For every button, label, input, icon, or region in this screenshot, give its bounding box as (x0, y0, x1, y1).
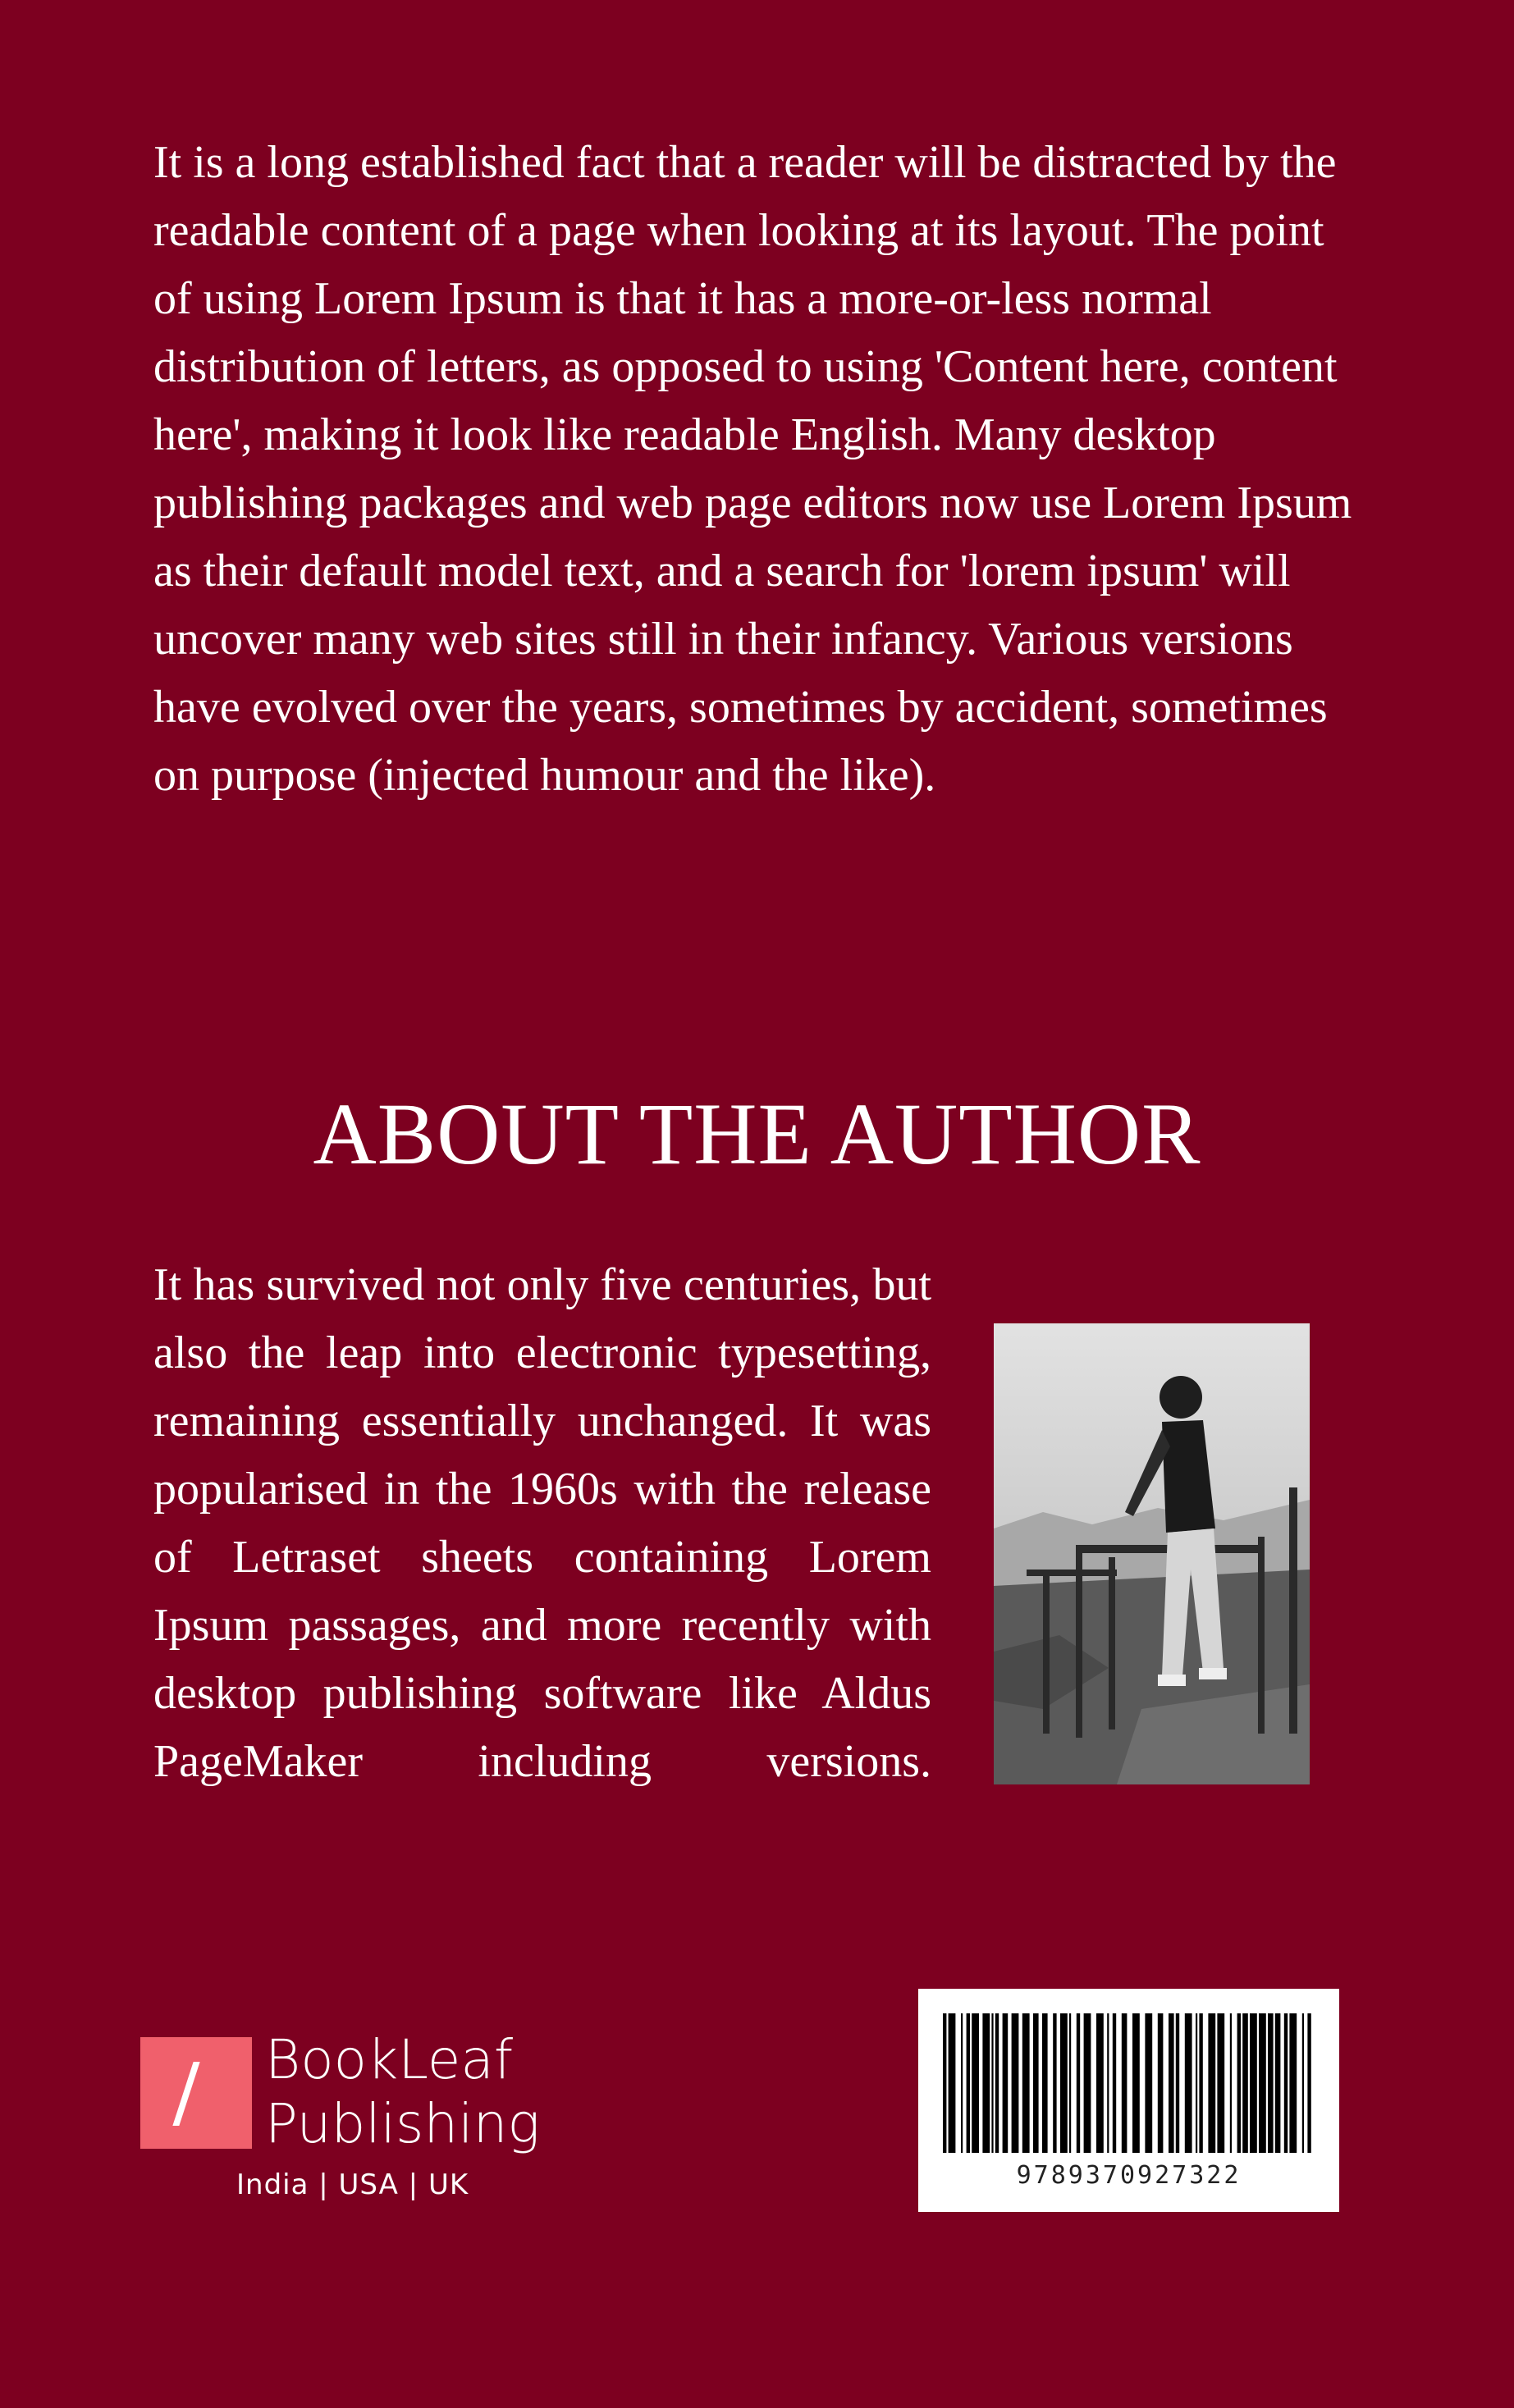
barcode-bar (1042, 2013, 1048, 2153)
publisher-name-line1: BookLeaf (265, 2028, 514, 2091)
barcode-bar (1176, 2013, 1179, 2153)
barcode-bar (1069, 2013, 1071, 2153)
barcode-bar (1237, 2013, 1241, 2153)
about-author-heading: ABOUT THE AUTHOR (313, 1086, 1201, 1183)
barcode-bar (1077, 2013, 1080, 2153)
barcode-bar (1033, 2013, 1039, 2153)
barcode-bar (1307, 2013, 1310, 2153)
barcode-bar (949, 2013, 956, 2153)
barcode-bar (1185, 2013, 1192, 2153)
author-photo-illustration (994, 1323, 1310, 1784)
barcode-bar (1208, 2013, 1215, 2153)
barcode-bar (1199, 2013, 1202, 2153)
author-bio: It has survived not only five centuries, but also the leap into electronic typesetting, remaining essentially unchanged. It was popularised in the 1960s with the release of Letraset sheets containing Lorem Ipsum passages, and more recently with desktop publishing software like Aldus PageMaker including versions. (153, 1259, 931, 1787)
barcode-bar (1217, 2013, 1224, 2153)
publisher-logo-mark-icon (140, 2037, 252, 2149)
barcode-bar (1169, 2013, 1174, 2153)
barcode-bar (1302, 2013, 1304, 2153)
barcode-bar (961, 2013, 963, 2153)
barcode-bar (1242, 2013, 1248, 2153)
barcode-bar (1022, 2013, 1030, 2153)
barcode-bar (943, 2013, 946, 2153)
barcode-bar (1053, 2013, 1056, 2153)
barcode-bar (1268, 2013, 1274, 2153)
barcode-bar (1284, 2013, 1288, 2153)
barcode-bar (1196, 2013, 1197, 2153)
barcode-bar (1012, 2013, 1019, 2153)
blurb-text: It is a long established fact that a reader will be distracted by the readable content of a page when looking at its layout. The point of using Lorem Ipsum is that it has a more-or-less normal distribution of letters, as opposed to using 'Content here, content here', making it look like readable English. Many desktop publishing packages and web page editors now use Lorem Ipsum as their default model text, and a search for 'lorem ipsum' will uncover many web sites still in their infancy. Various versions have evolved over the years, sometimes by accident, sometimes on purpose (injected humour and the like). (153, 137, 1352, 801)
barcode-bar (1259, 2013, 1266, 2153)
barcode-bars (943, 2013, 1315, 2153)
barcode-bar (1113, 2013, 1116, 2153)
barcode-bar (1145, 2013, 1152, 2153)
publisher-name-line2: Publishing (265, 2092, 541, 2155)
barcode-bar (982, 2013, 990, 2153)
publisher-logo (140, 2028, 551, 2215)
barcode-bar (1275, 2013, 1281, 2153)
barcode-bar (1107, 2013, 1109, 2153)
isbn-barcode (918, 1989, 1339, 2212)
isbn-number: 9789370927322 (1016, 2161, 1242, 2190)
barcode-bar (1289, 2013, 1297, 2153)
barcode-bar (1060, 2013, 1068, 2153)
barcode-bar (1122, 2013, 1127, 2153)
barcode-bar (1250, 2013, 1257, 2153)
author-photo (994, 1323, 1310, 1784)
barcode-bar (1158, 2013, 1164, 2153)
barcode-bar (1230, 2013, 1232, 2153)
barcode-bar (1132, 2013, 1140, 2153)
slash-icon (172, 2062, 199, 2126)
barcode-bar (1003, 2013, 1009, 2153)
barcode-bar (967, 2013, 970, 2153)
barcode-bar (991, 2013, 993, 2153)
barcode-bar (1096, 2013, 1104, 2153)
barcode-bar (1084, 2013, 1091, 2153)
publisher-name (265, 2028, 540, 2156)
barcode-bar (972, 2013, 979, 2153)
publisher-regions: India | USA | UK (236, 2168, 469, 2201)
barcode-bar (995, 2013, 999, 2153)
